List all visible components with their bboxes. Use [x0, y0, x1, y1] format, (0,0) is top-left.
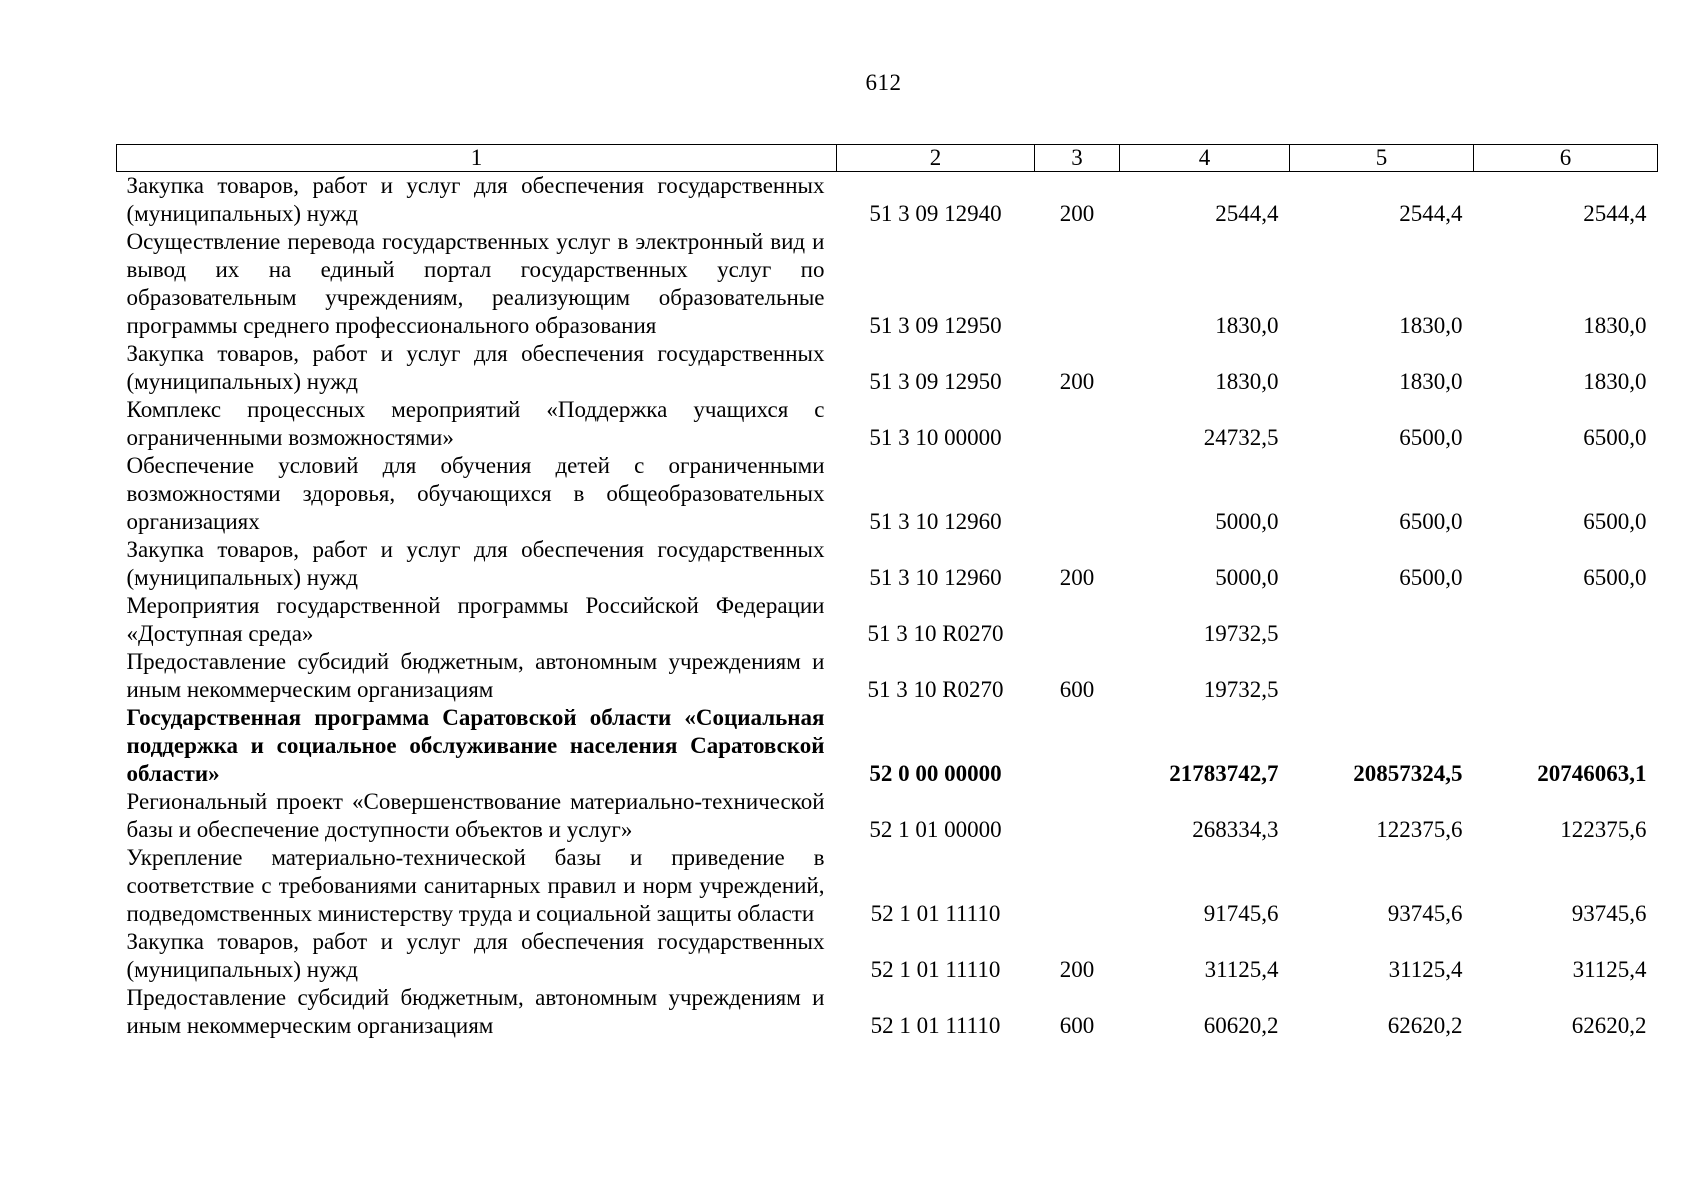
column-header-1: 1: [117, 145, 837, 172]
row-code: 51 3 09 12950: [869, 369, 1002, 394]
column-header-5: 5: [1290, 145, 1474, 172]
row-value-1: 31125,4: [1204, 957, 1279, 982]
row-value-3: 1830,0: [1583, 313, 1647, 338]
row-value-1: 60620,2: [1203, 1013, 1279, 1038]
row-value-3: 62620,2: [1571, 1013, 1647, 1038]
row-value-2: 6500,0: [1399, 425, 1463, 450]
row-expense-type: 200: [1059, 957, 1095, 982]
row-code: 52 0 00 00000: [869, 761, 1002, 786]
row-name: Осуществление перевода государственных услуг в электронный вид и вывод их на единый портал государственных услуг по образовательным учреждениям, реализующим образовательные программы среднего профессионального образования: [126, 229, 825, 338]
table-row: [117, 928, 1658, 984]
row-code: 51 3 09 12940: [869, 201, 1002, 226]
column-header-2: 2: [837, 145, 1035, 172]
table-row: [117, 228, 1658, 340]
row-code: 51 3 10 R0270: [867, 621, 1004, 646]
row-expense-type: [1035, 228, 1120, 340]
row-value-2: 122375,6: [1376, 817, 1463, 842]
row-value-3: [1474, 592, 1658, 648]
row-value-3: 1830,0: [1583, 369, 1647, 394]
row-expense-type: [1035, 452, 1120, 536]
row-value-3: 2544,4: [1583, 201, 1647, 226]
row-name: Обеспечение условий для обучения детей с ограниченными возможностями здоровья, обучающихся в общеобразовательных организациях: [126, 453, 825, 534]
row-value-2: 6500,0: [1399, 509, 1463, 534]
column-header-6: 6: [1474, 145, 1658, 172]
table-row: [117, 536, 1658, 592]
row-name: Закупка товаров, работ и услуг для обеспечения государственных (муниципальных) нужд: [126, 341, 825, 394]
row-value-1: 5000,0: [1215, 509, 1279, 534]
table-row: [117, 592, 1658, 648]
row-expense-type: 600: [1059, 1013, 1095, 1038]
row-expense-type: 200: [1059, 565, 1095, 590]
table-row: [117, 788, 1658, 844]
row-expense-type: [1035, 396, 1120, 452]
column-header-4: 4: [1120, 145, 1290, 172]
row-value-2: 1830,0: [1399, 369, 1463, 394]
row-name: Предоставление субсидий бюджетным, автономным учреждениям и иным некоммерческим организациям: [126, 649, 825, 702]
row-name: Закупка товаров, работ и услуг для обеспечения государственных (муниципальных) нужд: [126, 173, 825, 226]
row-value-1: 2544,4: [1215, 201, 1279, 226]
header-row: [117, 145, 1658, 172]
table-row: [117, 172, 1658, 229]
row-value-2: 31125,4: [1388, 957, 1463, 982]
row-value-1: 91745,6: [1203, 901, 1279, 926]
row-code: 52 1 01 11110: [870, 901, 1001, 926]
row-value-2: 62620,2: [1387, 1013, 1463, 1038]
row-value-3: 93745,6: [1571, 901, 1647, 926]
row-expense-type: [1035, 704, 1120, 788]
row-code: 51 3 09 12950: [869, 313, 1002, 338]
row-expense-type: 600: [1059, 677, 1095, 702]
row-value-3: 6500,0: [1583, 425, 1647, 450]
row-value-1: 19732,5: [1203, 621, 1279, 646]
row-name: Комплекс процессных мероприятий «Поддержка учащихся с ограниченными возможностями»: [126, 397, 825, 450]
row-expense-type: [1035, 844, 1120, 928]
row-value-1: 24732,5: [1203, 425, 1279, 450]
row-code: 51 3 10 R0270: [867, 677, 1004, 702]
row-value-3: 122375,6: [1560, 817, 1647, 842]
row-value-3: 6500,0: [1583, 509, 1647, 534]
table-row: [117, 704, 1658, 788]
row-value-3: 20746063,1: [1537, 761, 1647, 786]
row-value-3: [1474, 648, 1658, 704]
row-value-3: 6500,0: [1583, 565, 1647, 590]
table-row: [117, 984, 1658, 1040]
row-name: Государственная программа Саратовской области «Социальная поддержка и социальное обслуживание населения Саратовской области»: [126, 705, 825, 786]
row-name: Закупка товаров, работ и услуг для обеспечения государственных (муниципальных) нужд: [126, 929, 825, 982]
column-header-3: 3: [1035, 145, 1120, 172]
table-row: [117, 844, 1658, 928]
row-value-2: [1290, 648, 1474, 704]
row-name: Мероприятия государственной программы Российской Федерации «Доступная среда»: [126, 593, 825, 646]
row-value-1: 21783742,7: [1169, 761, 1279, 786]
row-expense-type: [1035, 592, 1120, 648]
row-name: Закупка товаров, работ и услуг для обеспечения государственных (муниципальных) нужд: [126, 537, 825, 590]
row-value-1: 1830,0: [1215, 369, 1279, 394]
row-value-2: 6500,0: [1399, 565, 1463, 590]
row-value-1: 19732,5: [1203, 677, 1279, 702]
row-value-2: 20857324,5: [1353, 761, 1463, 786]
row-value-1: 5000,0: [1215, 565, 1279, 590]
table-body: [117, 172, 1658, 1041]
row-expense-type: [1035, 788, 1120, 844]
budget-table: [116, 144, 1658, 1040]
table-row: [117, 648, 1658, 704]
row-value-2: 2544,4: [1399, 201, 1463, 226]
row-code: 51 3 10 12960: [869, 509, 1002, 534]
table-row: [117, 452, 1658, 536]
row-code: 52 1 01 00000: [869, 817, 1002, 842]
row-name: Региональный проект «Совершенствование материально-технической базы и обеспечение доступности объектов и услуг»: [126, 789, 825, 842]
row-value-2: 1830,0: [1399, 313, 1463, 338]
row-code: 52 1 01 11110: [870, 1013, 1001, 1038]
row-value-3: 31125,4: [1572, 957, 1647, 982]
row-name: Укрепление материально-технической базы и приведение в соответствие с требованиями санитарных правил и норм учреждений, подведомственных министерству труда и социальной защиты области: [126, 845, 825, 926]
row-value-1: 268334,3: [1192, 817, 1279, 842]
row-value-2: 93745,6: [1387, 901, 1463, 926]
page-number: 612: [865, 70, 902, 95]
table-row: [117, 396, 1658, 452]
row-expense-type: 200: [1059, 369, 1095, 394]
row-code: 52 1 01 11110: [870, 957, 1001, 982]
row-value-2: [1290, 592, 1474, 648]
row-name: Предоставление субсидий бюджетным, автономным учреждениям и иным некоммерческим организациям: [126, 985, 825, 1038]
table-row: [117, 340, 1658, 396]
row-value-1: 1830,0: [1215, 313, 1279, 338]
table-header: [117, 145, 1658, 172]
row-code: 51 3 10 00000: [869, 425, 1002, 450]
row-code: 51 3 10 12960: [869, 565, 1002, 590]
row-expense-type: 200: [1059, 201, 1095, 226]
